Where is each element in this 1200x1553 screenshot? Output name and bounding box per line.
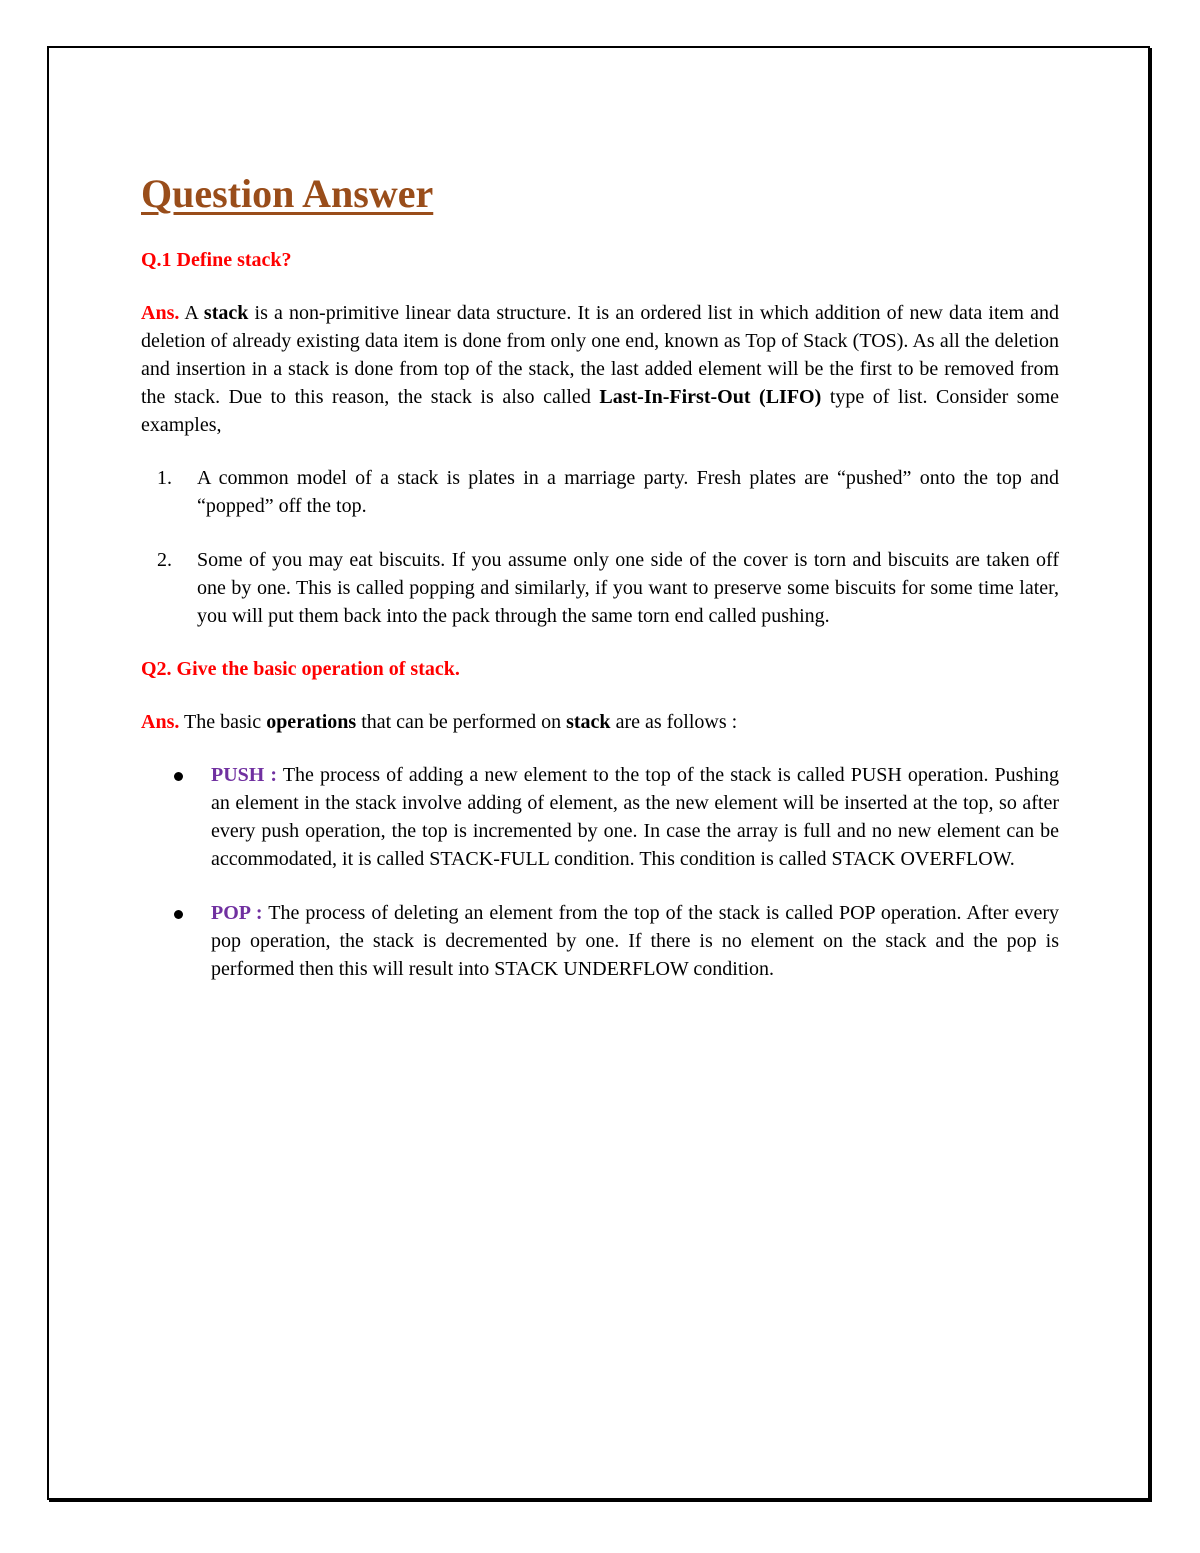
answer-1-text-c: type of list. Consider some examples, xyxy=(141,386,1059,436)
operation-push xyxy=(141,761,1059,873)
bullet-icon xyxy=(174,910,183,919)
answer-2-label: Ans. xyxy=(141,711,180,733)
answer-2-term-operations: operations xyxy=(266,711,357,733)
operation-push-text: The process of adding a new element to the top of the stack is called PUSH operation. Pushing an element in the stack involve adding of element, as the new element will be inserted at the top, so after every push operation, the top is incremented by one. In case the array is full and no new element can be accommodated, it is called STACK-FULL condition. This condition is called STACK OVERFLOW. xyxy=(211,764,1059,870)
question-1: Q.1 Define stack? xyxy=(141,249,292,271)
answer-2-text-b: that can be performed on xyxy=(356,711,567,733)
document-content xyxy=(141,168,1059,1009)
answer-1-term-lifo: Last-In-First-Out (LIFO) xyxy=(599,386,822,408)
bullet-icon xyxy=(174,772,183,781)
answer-1 xyxy=(141,299,1059,439)
answer-1-text-b: is a non-primitive linear data structure. It is an ordered list in which addition of new data item and deletion of already existing data item is done from only one end, known as Top of Stack (TOS). As all the deletion and insertion in a stack is done from top of the stack, the last added element will be the first to be removed from the stack. Due to this reason, the stack is also called xyxy=(141,302,1059,408)
examples-list xyxy=(141,464,1059,630)
operation-pop-text: The process of deleting an element from the top of the stack is called POP operation. After every pop operation, the stack is decremented by one. If there is no element on the stack and the pop is performed then this will result into STACK UNDERFLOW condition. xyxy=(211,902,1059,980)
list-item-text: A common model of a stack is plates in a marriage party. Fresh plates are “pushed” onto the top and “popped” off the top. xyxy=(197,467,1059,517)
operation-pop xyxy=(141,899,1059,983)
answer-2-term-stack: stack xyxy=(566,711,611,733)
answer-1-term-stack: stack xyxy=(203,302,249,324)
answer-2 xyxy=(141,708,1059,736)
operation-push-label: PUSH : xyxy=(211,764,278,786)
page-title: Question Answer xyxy=(141,171,434,216)
question-2: Q2. Give the basic operation of stack. xyxy=(141,658,460,680)
answer-2-text-c: are as follows : xyxy=(610,711,738,733)
operations-list xyxy=(141,761,1059,983)
operation-pop-label: POP : xyxy=(211,902,263,924)
list-item xyxy=(141,464,1059,520)
list-item-number: 1. xyxy=(157,467,172,489)
answer-1-label: Ans. xyxy=(141,302,180,324)
list-item-number: 2. xyxy=(157,549,172,571)
list-item xyxy=(141,546,1059,630)
list-item-text: Some of you may eat biscuits. If you assume only one side of the cover is torn and biscuits are taken off one by one. This is called popping and similarly, if you want to preserve some biscuits for some time later, you will put them back into the pack through the same torn end called pushing. xyxy=(197,549,1059,627)
answer-1-text-a: A xyxy=(184,302,204,324)
answer-2-text-a: The basic xyxy=(179,711,267,733)
